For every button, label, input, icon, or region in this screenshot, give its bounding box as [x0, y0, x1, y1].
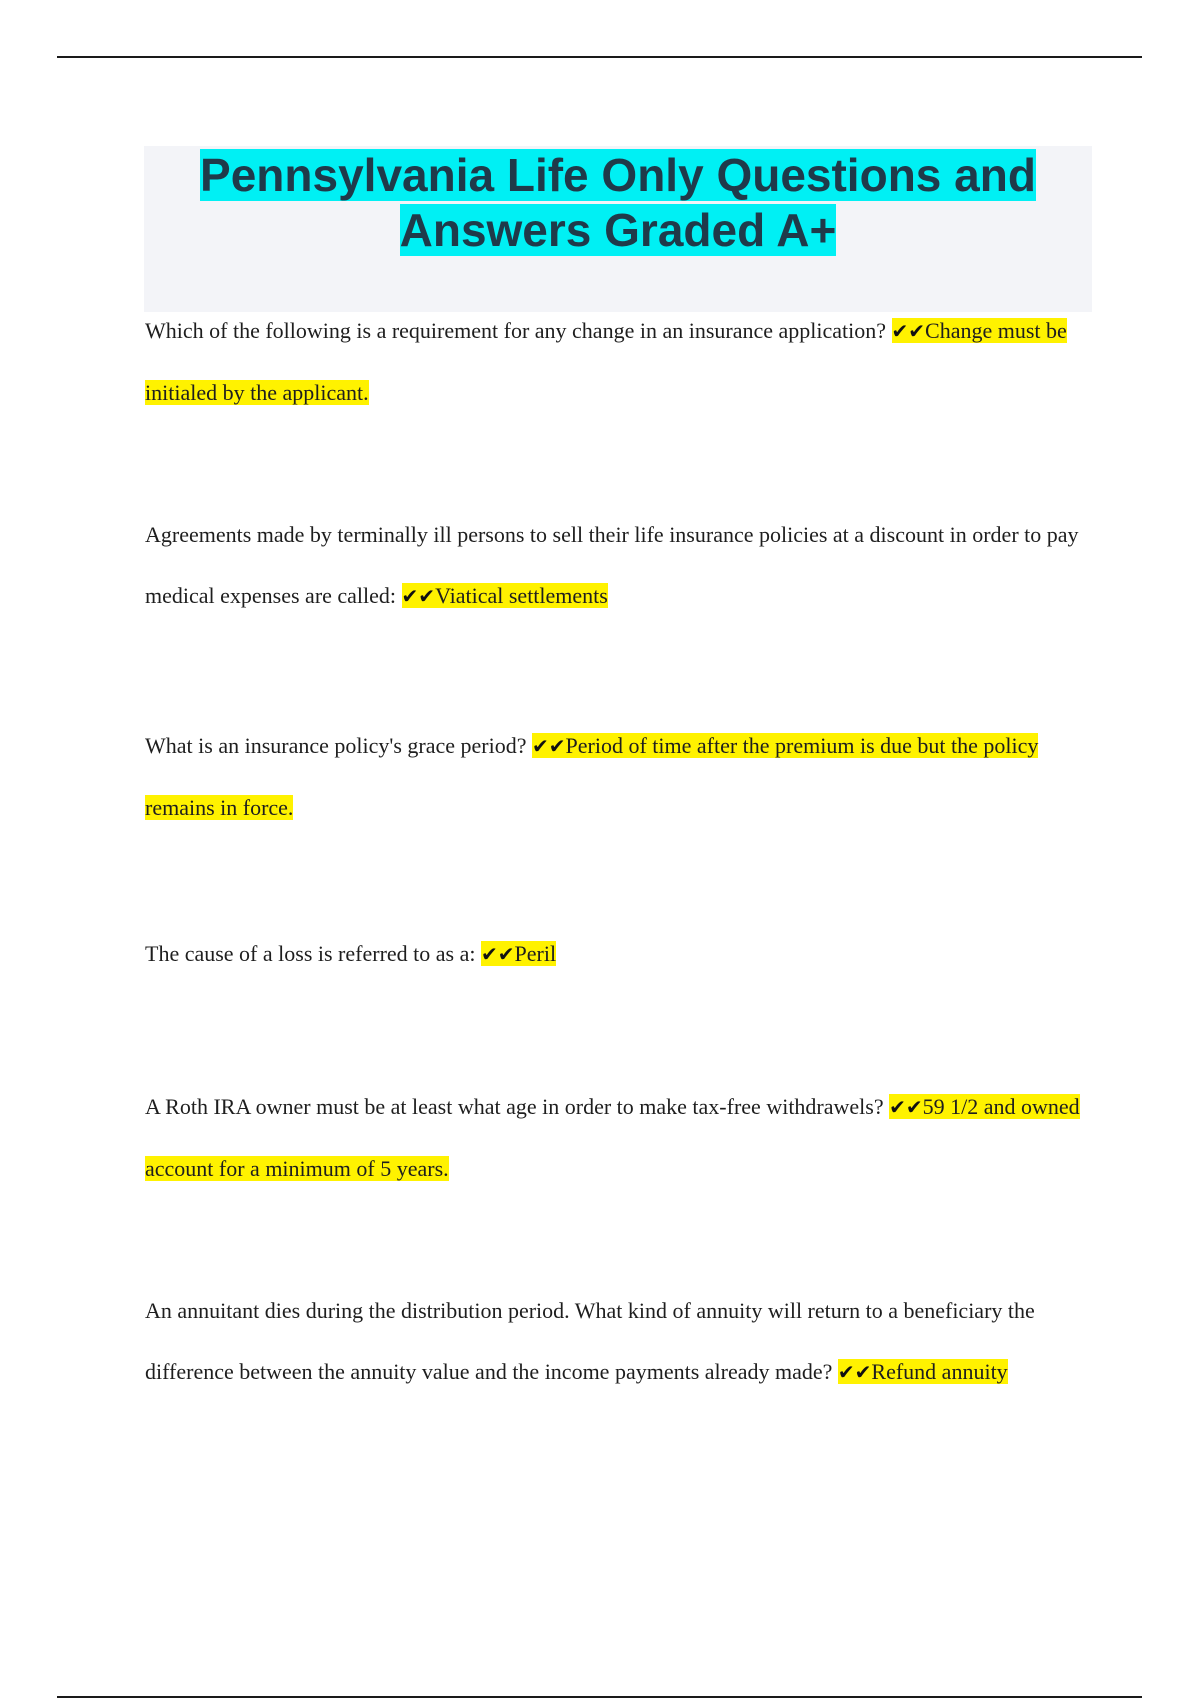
- qa-item: [145, 715, 1090, 838]
- qa-item: [145, 923, 1090, 985]
- double-check-icon: ✔✔: [531, 734, 566, 758]
- answer-text: Change must be initialed by the applicant.: [145, 318, 1067, 405]
- answer-highlight: [402, 583, 608, 608]
- qa-item: [145, 1076, 1090, 1199]
- answer-text: 59 1/2 and owned account for a minimum of 5 years.: [145, 1094, 1080, 1181]
- question-text: A Roth IRA owner must be at least what age in order to make tax-free withdrawels?: [145, 1094, 884, 1119]
- double-check-icon: ✔✔: [891, 319, 926, 343]
- question-text: What is an insurance policy's grace period?: [145, 733, 527, 758]
- question-text: The cause of a loss is referred to as a:: [145, 941, 476, 966]
- qa-item: [145, 504, 1090, 627]
- question-text: Agreements made by terminally ill persons to sell their life insurance policies at a discount in order to pay medical expenses are called:: [145, 522, 1079, 608]
- answer-text: Period of time after the premium is due but the policy remains in force.: [145, 733, 1039, 820]
- answer-highlight: [838, 1359, 1008, 1384]
- footer-rule: [57, 1696, 1142, 1698]
- qa-item: [145, 300, 1090, 423]
- double-check-icon: ✔✔: [401, 584, 436, 608]
- question-text: An annuitant dies during the distribution period. What kind of annuity will return to a beneficiary the difference between the annuity value and the income payments already made?: [145, 1298, 1035, 1384]
- answer-text: Refund annuity: [871, 1359, 1008, 1384]
- document-title-text: Pennsylvania Life Only Questions and Answers Graded A+: [200, 149, 1036, 256]
- answer-highlight: [481, 941, 556, 966]
- double-check-icon: ✔✔: [837, 1360, 872, 1384]
- double-check-icon: ✔✔: [889, 1095, 923, 1119]
- title-block: [144, 146, 1092, 312]
- document-title: [144, 146, 1092, 258]
- qa-item: [145, 1280, 1090, 1403]
- question-text: Which of the following is a requirement for any change in an insurance application?: [145, 318, 887, 343]
- double-check-icon: ✔✔: [480, 942, 515, 966]
- header-rule: [57, 56, 1142, 58]
- answer-text: Viatical settlements: [435, 583, 608, 608]
- answer-text: Peril: [514, 941, 557, 966]
